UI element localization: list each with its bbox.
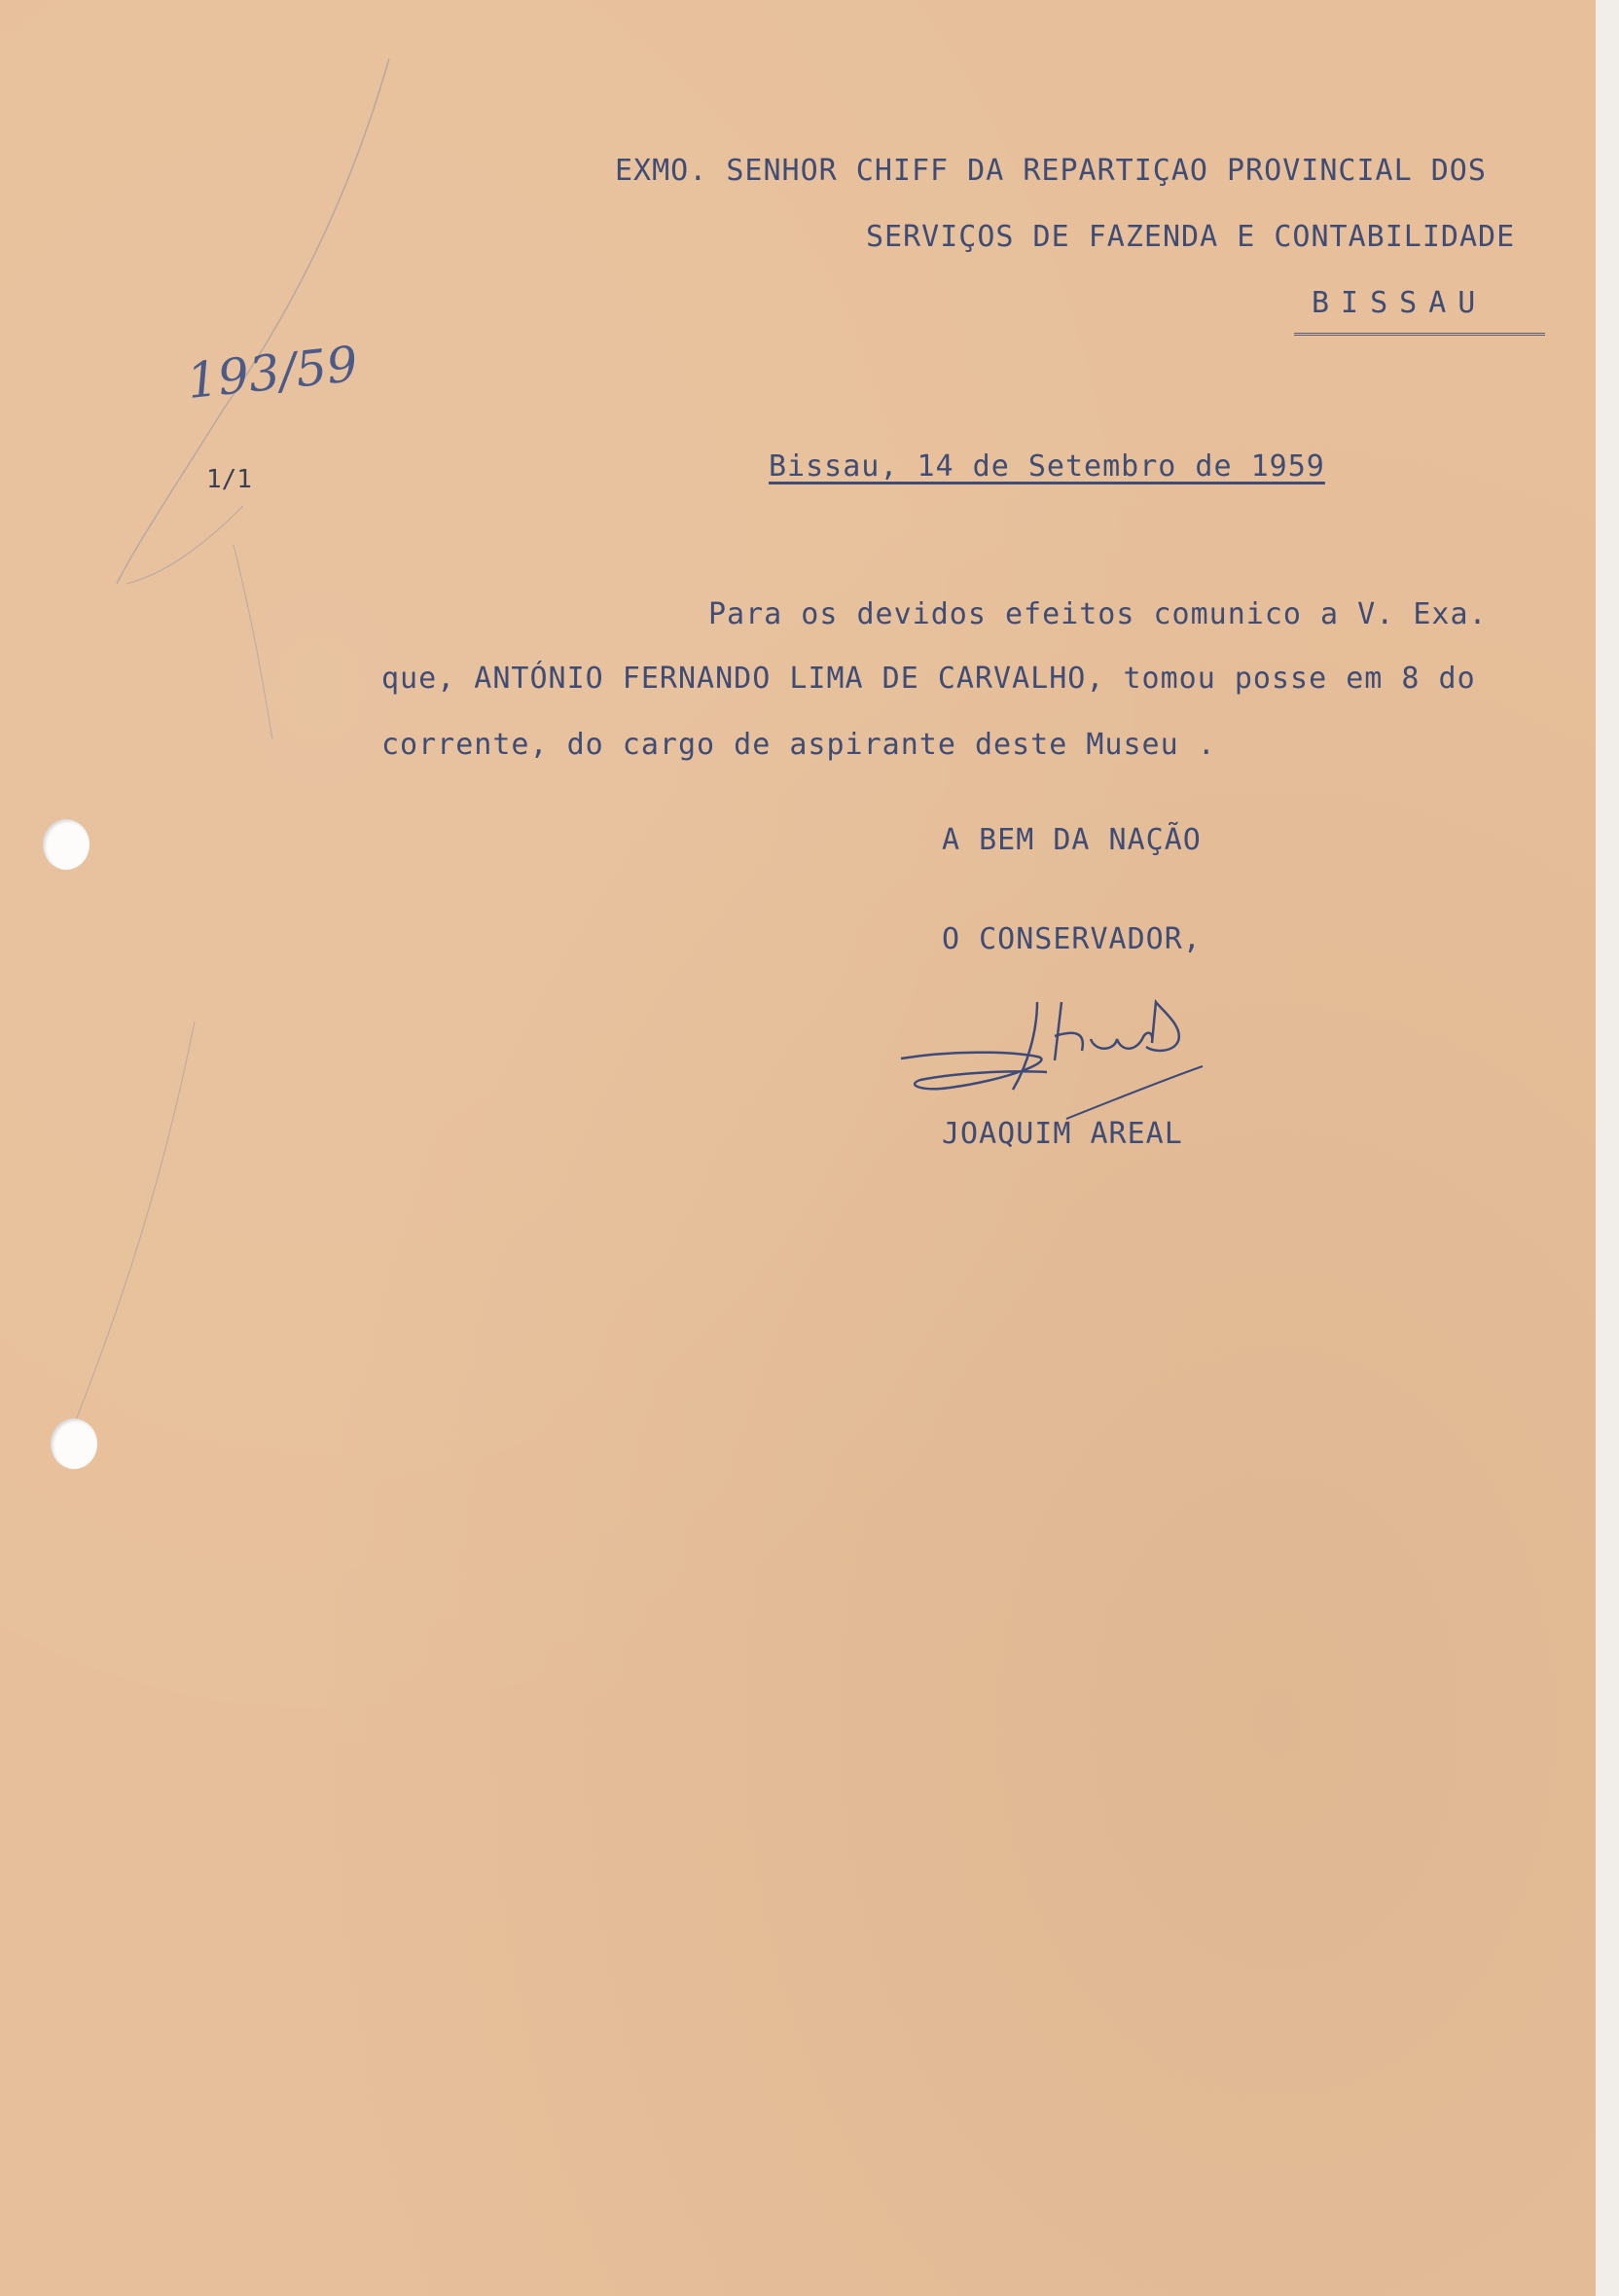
signatory-name: JOAQUIM AREAL bbox=[942, 1117, 1183, 1151]
addressee-city: BISSAU bbox=[1312, 286, 1488, 320]
body-line-2: que, ANTÓNIO FERNANDO LIMA DE CARVALHO, tomou posse em 8 do bbox=[381, 662, 1476, 696]
body-line-1: Para os devidos efeitos comunico a V. Exa. bbox=[708, 597, 1488, 631]
body-line-3: corrente, do cargo de aspirante deste Museu . bbox=[381, 728, 1216, 762]
signatory-title: O CONSERVADOR, bbox=[942, 922, 1202, 956]
addressee-line-2: SERVIÇOS DE FAZENDA E CONTABILIDADE bbox=[866, 220, 1516, 254]
folio-number: 1/1 bbox=[206, 465, 252, 494]
punch-hole-top bbox=[43, 819, 90, 870]
punch-hole-bottom bbox=[51, 1418, 97, 1469]
closing-salutation: A BEM DA NAÇÃO bbox=[942, 823, 1202, 857]
addressee-line-1: EXMO. SENHOR CHIFF DA REPARTIÇAO PROVINCIAL DOS bbox=[615, 154, 1487, 188]
signature bbox=[891, 983, 1212, 1129]
letter-date: Bissau, 14 de Setembro de 1959 bbox=[769, 449, 1325, 484]
city-underline bbox=[1294, 333, 1545, 336]
scan-margin bbox=[1596, 0, 1619, 2296]
handwritten-reference: 193/59 bbox=[184, 335, 361, 411]
